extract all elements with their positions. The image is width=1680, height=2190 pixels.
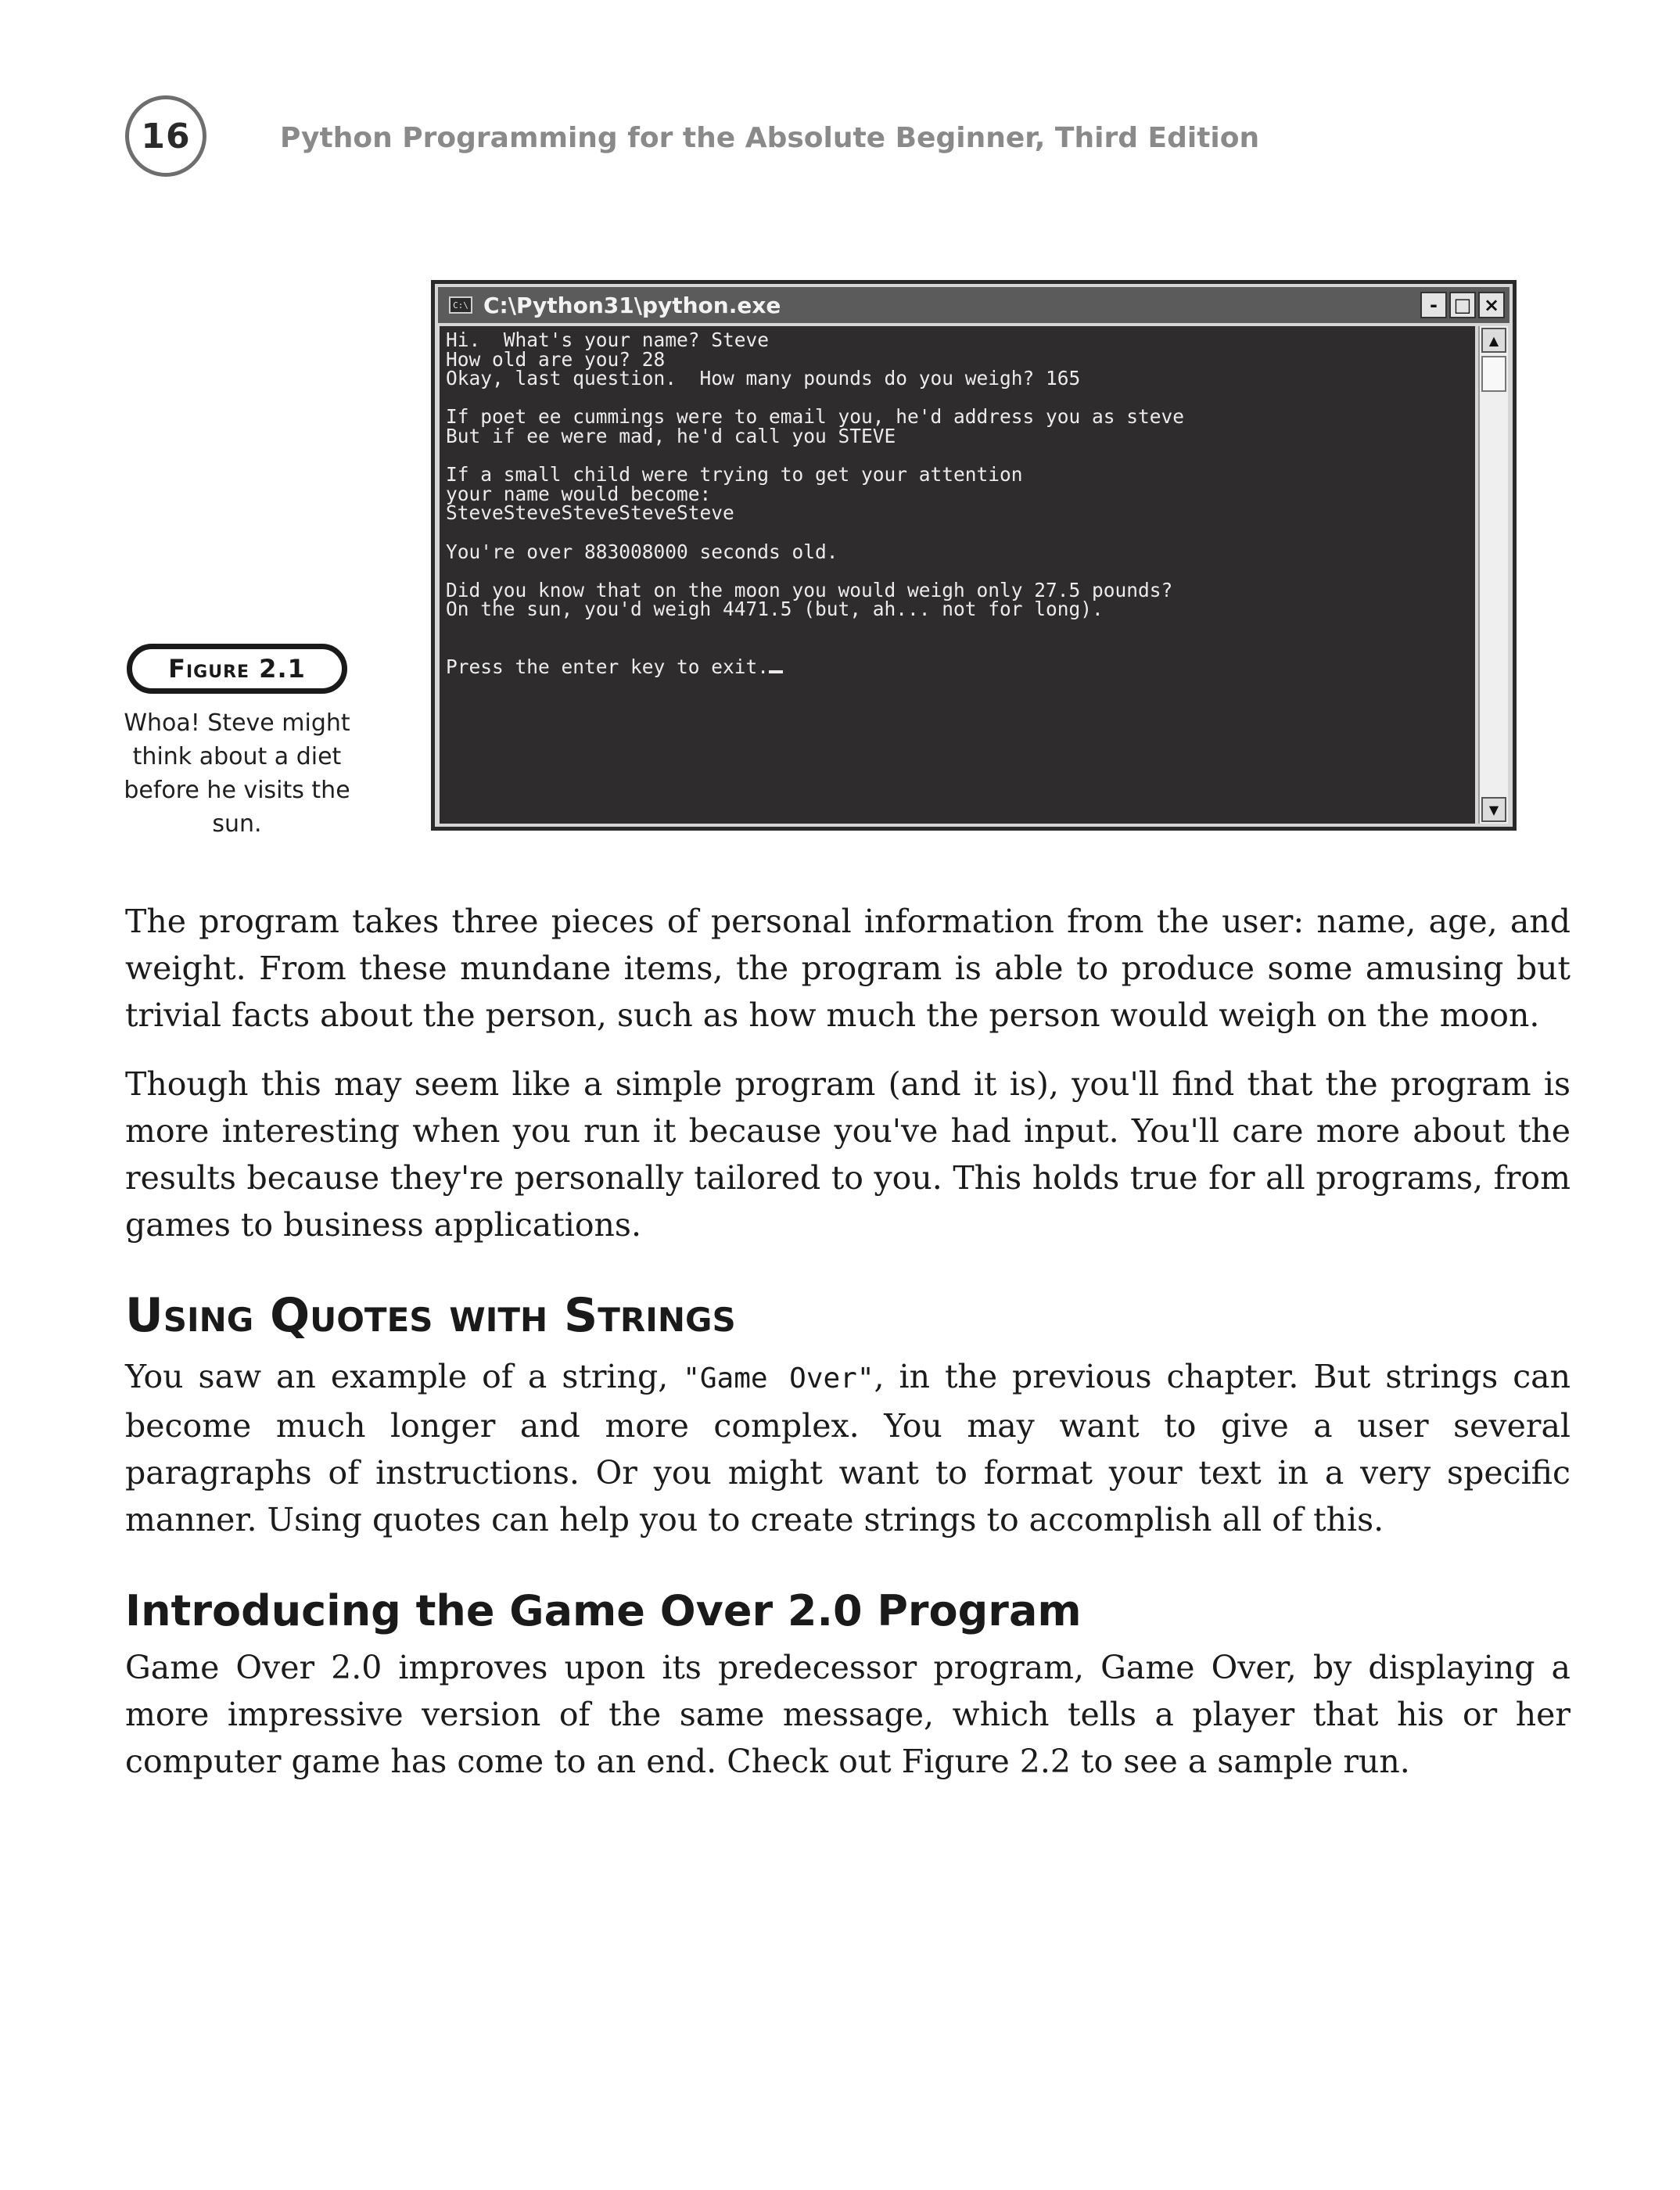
paragraph-simple-program: Though this may seem like a simple program (and it is), you'll find that the program is more interesting when you run it because you've had input. You'll care more about the results because they're personally tailored to you. This holds true for all programs, from games to business applications. [125,1065,1571,1244]
window-title: C:\Python31\python.exe [483,292,781,318]
scroll-down-arrow-icon: ▼ [1481,797,1506,822]
window-title-bar [438,287,1509,323]
maximize-button: □ [1449,292,1476,318]
section-heading: Using Quotes with Strings [125,1288,736,1343]
paragraph-game-over-intro: Game Over 2.0 improves upon its predecessor program, Game Over, by displaying a more impressive version of the same message, which tells a player that his or her computer game has come to an end. Check out Figure 2.2 to see a sample run. [125,1649,1571,1780]
figure-caption: Whoa! Steve might think about a diet before he visits the sun. [124,709,350,838]
console-cursor [769,670,783,673]
paragraph-program-inputs: The program takes three pieces of personal information from the user: name, age, and weight. From these mundane items, the program is able to produce some amusing but trivial facts about the person, such as how much the person would weigh on the moon. [125,903,1571,1034]
command-prompt-icon: C:\ [449,296,472,314]
paragraph-text: You saw an example of a string, [125,1358,684,1395]
window-controls [1420,292,1505,318]
close-button: × [1478,292,1505,318]
console-output-area [440,326,1475,824]
subsection-heading: Introducing the Game Over 2.0 Program [125,1586,1082,1635]
inline-code: "Game Over" [683,1362,874,1395]
console-output-text: Hi. What's your name? Steve How old are you? 28 Okay, last question. How many pounds do you weigh? 165 If poet ee cummings were to email you, he'd address you as steve But if ee were mad, he'd call you STEVE If a small child were trying to get your attention your name would become: SteveSteveSteveSteveSteve You're over 883008000 seconds old. Did you know that on the moon you would weigh only 27.5 pounds? On the sun, you'd weigh 4471.5 (but, ah... not for long). Press the enter key to exit. [446,328,1185,679]
paragraph-strings-intro [125,1353,1571,1543]
running-title: Python Programming for the Absolute Beginner, Third Edition [280,122,1260,154]
paragraph-text: , in the previous chapter. But strings can become much longer and more complex. You may want to give a user several paragraphs of instructions. Or you might want to format your text in a very specific manner. Using quotes can help you to create strings to accomplish all of this. [125,1358,1571,1538]
scroll-up-arrow-icon: ▲ [1481,328,1506,353]
minimize-button: - [1420,292,1447,318]
console-window-screenshot [431,280,1517,831]
page-number: 16 [125,95,206,177]
scroll-thumb [1481,356,1506,392]
vertical-scrollbar [1478,326,1508,824]
figure-label: Figure 2.1 [127,644,347,694]
